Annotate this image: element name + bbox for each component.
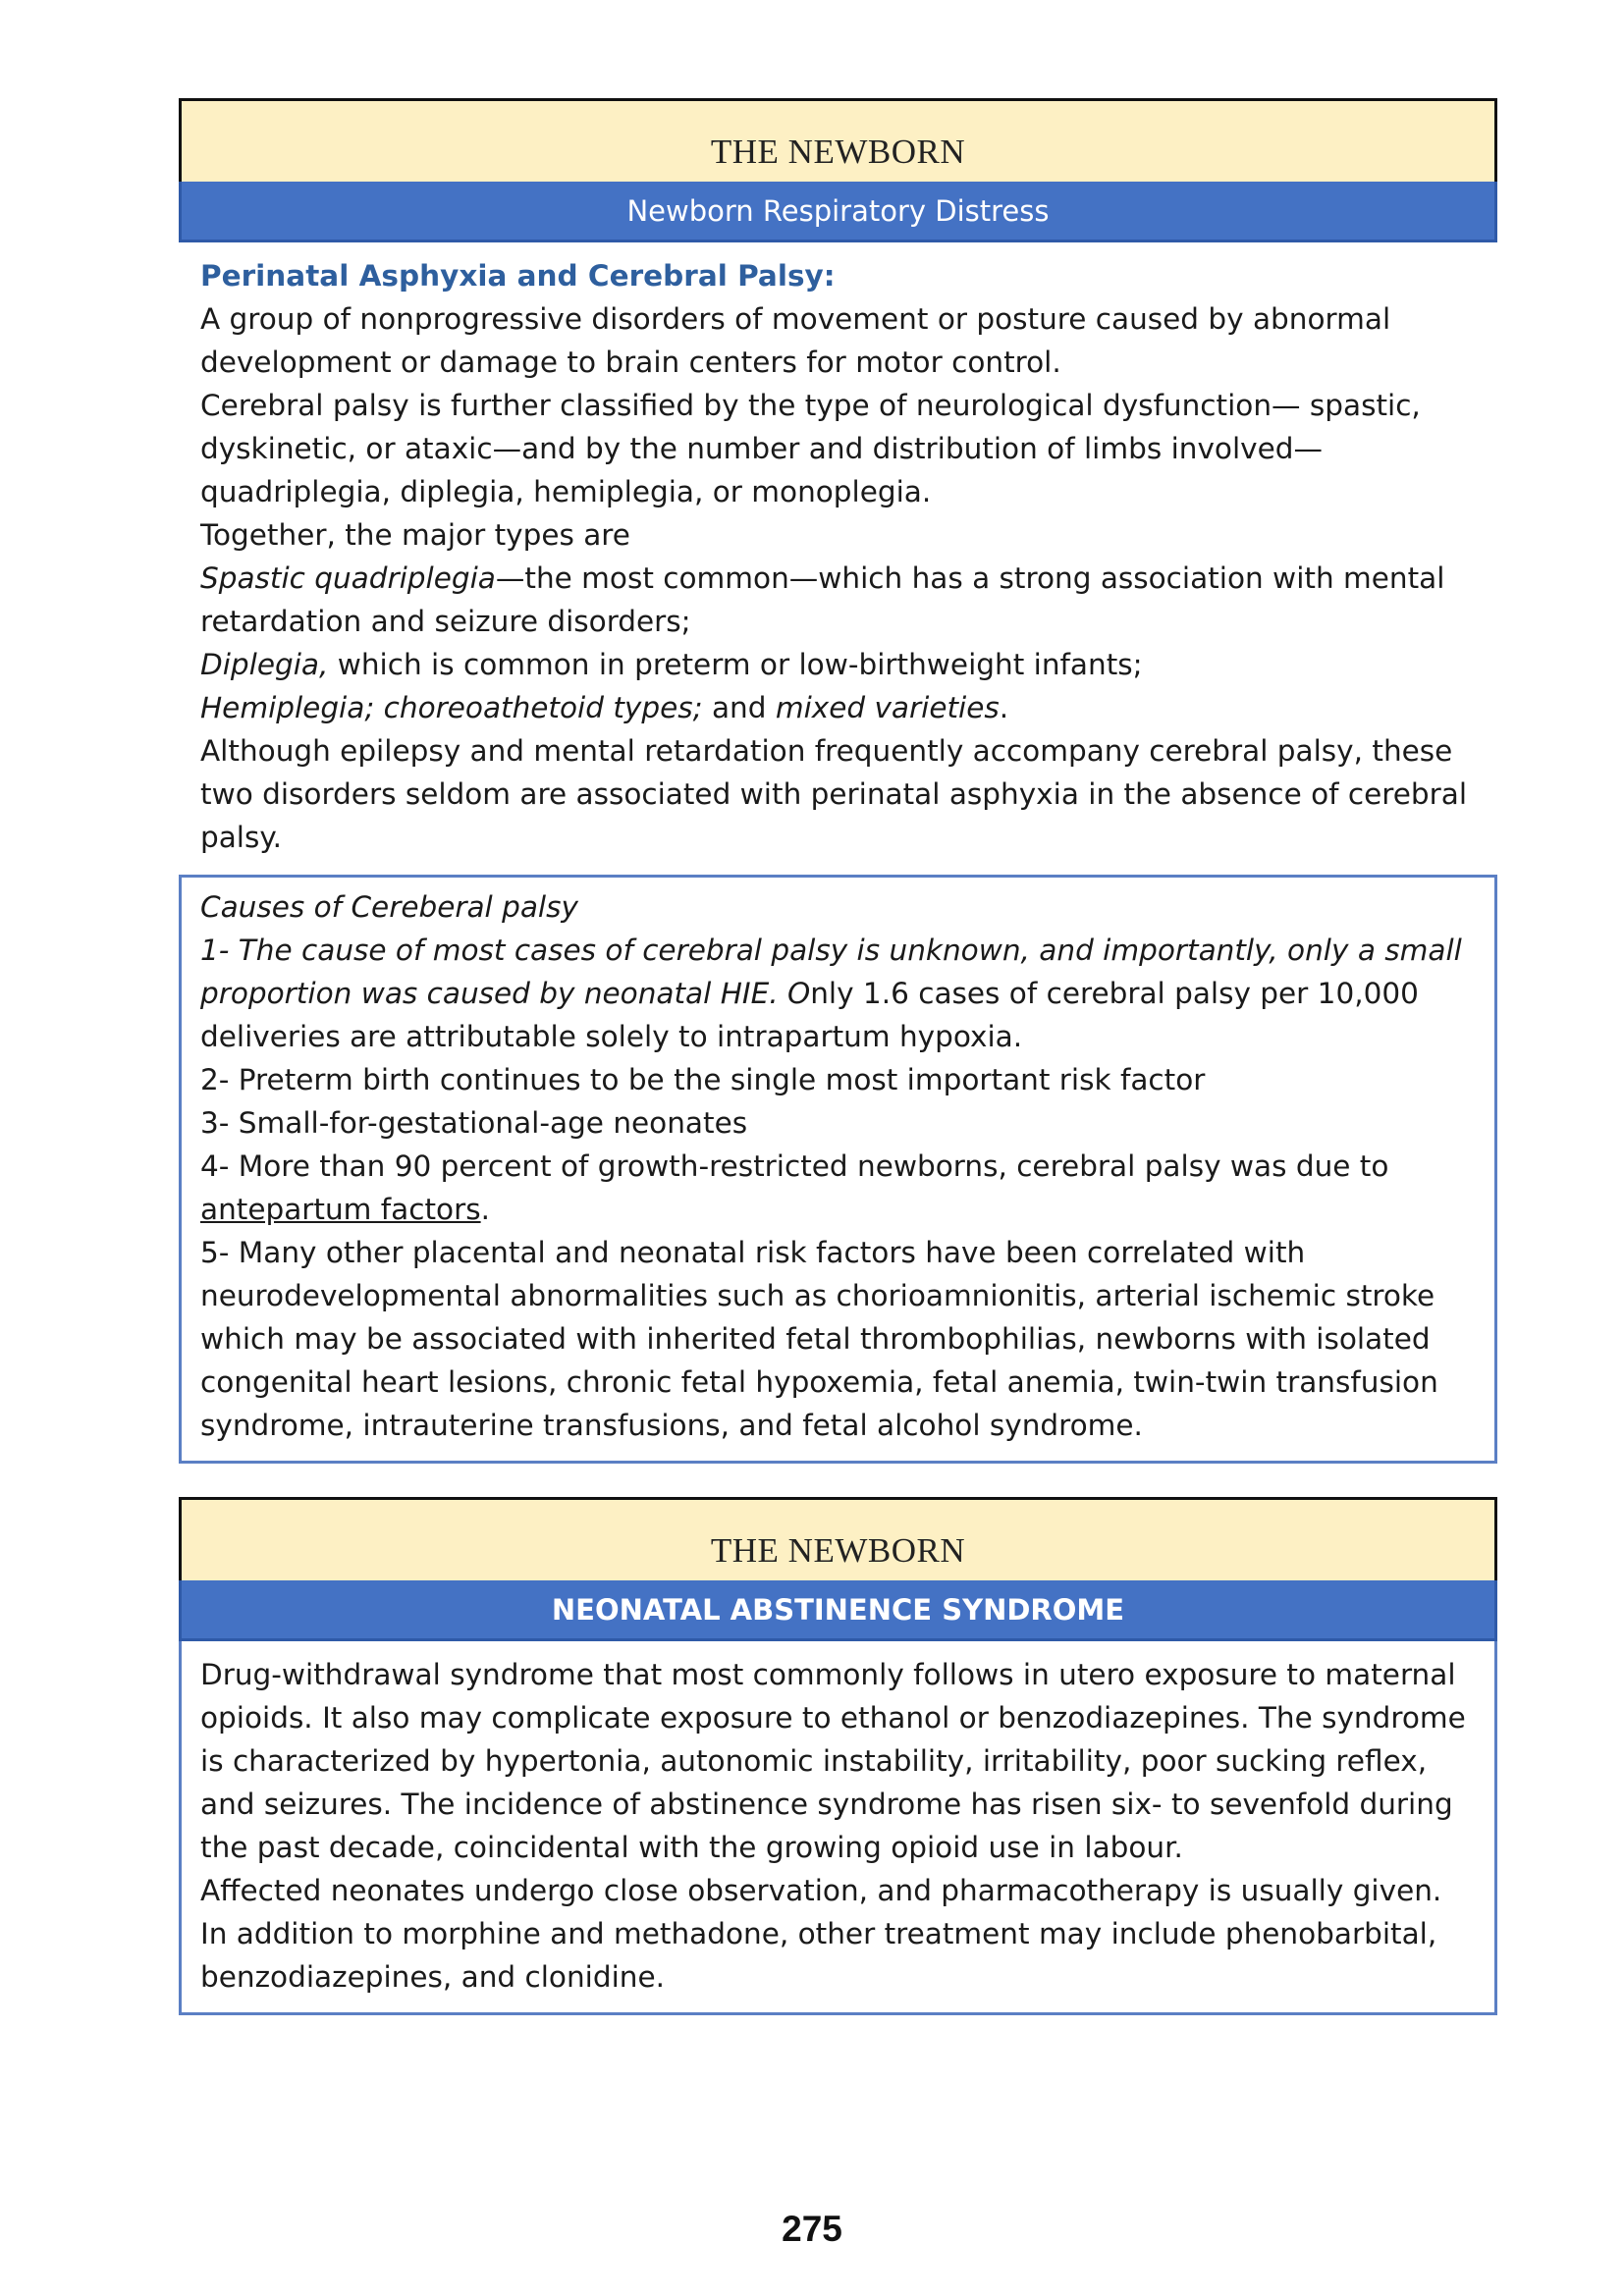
diplegia-term: Diplegia, xyxy=(200,648,329,681)
causes-item-4-text: 4- More than 90 percent of growth-restricted newborns, cerebral palsy was due to xyxy=(200,1149,1389,1183)
section1-subheader: Newborn Respiratory Distress xyxy=(179,182,1497,242)
causes-item-3: 3- Small-for-gestational-age neonates xyxy=(200,1106,748,1140)
spastic-quadriplegia-term: Spastic quadriplegia xyxy=(200,561,496,595)
causes-title: Causes of Cereberal palsy xyxy=(200,890,578,924)
section2-header xyxy=(179,1497,1497,1580)
causes-item-2: 2- Preterm birth continues to be the single most important risk factor xyxy=(200,1063,1206,1096)
mixed-varieties-term: mixed varieties xyxy=(775,691,1000,724)
section2-paragraph-1: Drug-withdrawal syndrome that most commonly follows in utero exposure to maternal opioids. It also may complicate exposure to ethanol or benzodiazepines. The syndrome is characterized by hypertonia, autonomic instability, irritability, poor sucking reflex, and seizures. The incidence of abstinence syndrome has risen six- to sevenfold during the past decade, coincidental with the growing opioid use in labour. xyxy=(200,1658,1466,1864)
antepartum-factors-term: antepartum factors xyxy=(200,1193,481,1226)
section1-paragraph-7: Although epilepsy and mental retardation frequently accompany cerebral palsy, these two disorders seldom are associated with perinatal asphyxia in the absence of cerebral palsy. xyxy=(200,734,1468,854)
causes-box xyxy=(179,875,1497,1464)
causes-item-4 xyxy=(200,1145,1477,1231)
section1-paragraph-4 xyxy=(200,557,1478,643)
causes-item-1-italic: 1- The cause of most cases of cerebral palsy is unknown, and importantly, only a small proportion was caused by neonatal HIE. O xyxy=(200,934,1462,1010)
section-gap xyxy=(179,1464,1497,1497)
section1-heading: Perinatal Asphyxia and Cerebral Palsy: xyxy=(200,259,836,293)
causes-item-5: 5- Many other placental and neonatal risk factors have been correlated with neurodevelopmental abnormalities such as chorioamnionitis, arterial ischemic stroke which may be associated with inherited fetal thrombophilias, newborns with isolated congenital heart lesions, chronic fetal hypoxemia, fetal anemia, twin-twin transfusion syndrome, intrauterine transfusions, and fetal alcohol syndrome. xyxy=(200,1236,1438,1442)
section1-paragraph-3: Together, the major types are xyxy=(200,518,630,552)
page-content xyxy=(179,98,1497,2015)
section1-paragraph-6 xyxy=(200,686,1478,729)
causes-item-1-text: nly 1.6 cases of cerebral palsy per 10,000 deliveries are attributable solely to intrapartum hypoxia. xyxy=(200,977,1419,1053)
section2-header-title: THE NEWBORN xyxy=(710,1531,966,1570)
section1-header-title: THE NEWBORN xyxy=(710,133,966,171)
section1-paragraph-4-text: —the most common—which has a strong association with mental retardation and seizure disorders; xyxy=(200,561,1445,638)
section1-paragraph-1: A group of nonprogressive disorders of movement or posture caused by abnormal development or damage to brain centers for motor control. xyxy=(200,302,1391,379)
page-number: 275 xyxy=(782,2209,842,2249)
section1-paragraph-6-and: and xyxy=(702,691,776,724)
section1-body xyxy=(179,242,1497,859)
section2-paragraph-2: Affected neonates undergo close observation, and pharmacotherapy is usually given. In addition to morphine and methadone, other treatment may include phenobarbital, benzodiazepines, and clonidine. xyxy=(200,1874,1442,1994)
section1-header xyxy=(179,98,1497,182)
causes-item-1 xyxy=(200,929,1477,1058)
hemiplegia-term: Hemiplegia; choreoathetoid types; xyxy=(200,691,703,724)
section2-body xyxy=(179,1641,1497,2015)
section1-paragraph-5-text: which is common in preterm or low-birthweight infants; xyxy=(328,648,1143,681)
section1-paragraph-6-end: . xyxy=(999,691,1009,724)
section2-subheader: NEONATAL ABSTINENCE SYNDROME xyxy=(179,1580,1497,1641)
section1-paragraph-5 xyxy=(200,643,1478,686)
section1-paragraph-2: Cerebral palsy is further classified by the type of neurological dysfunction— spastic, dyskinetic, or ataxic—and by the number and distribution of limbs involved—quadriplegia, diplegia, hemiplegia, or monoplegia. xyxy=(200,389,1421,508)
causes-item-4-end: . xyxy=(480,1193,490,1226)
